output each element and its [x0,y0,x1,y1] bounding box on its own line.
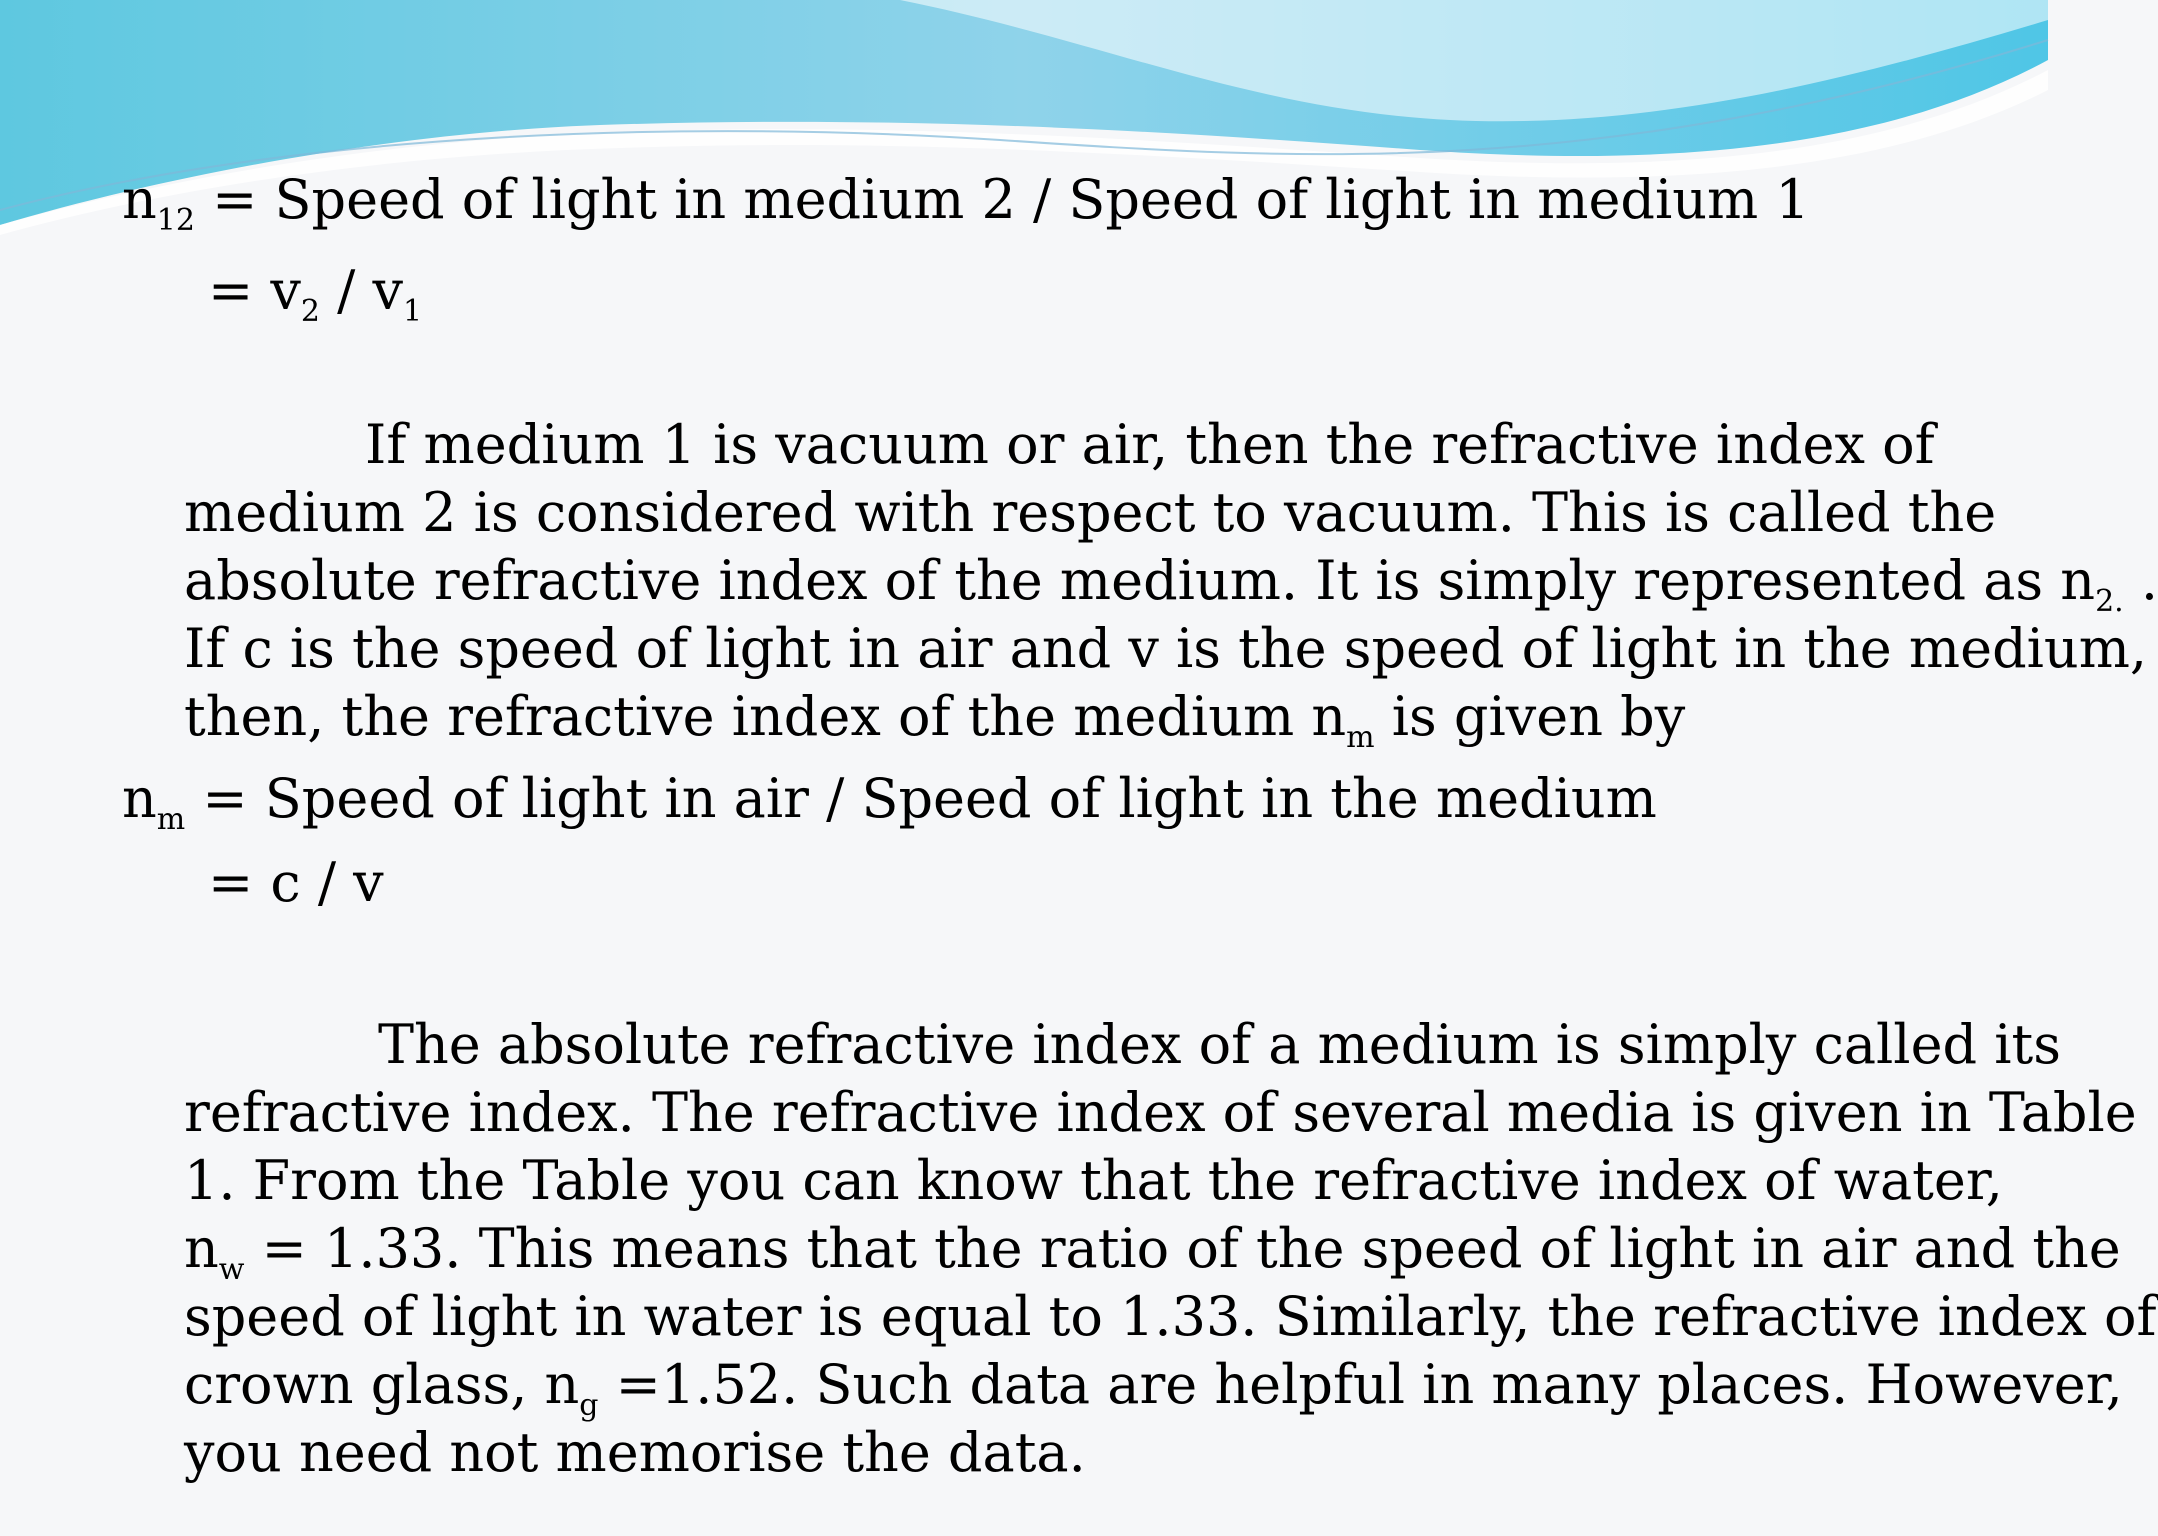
formula1-line2: = $v_2 / v_1$ [208,259,423,329]
formula2-line1: $n_m$ = Speed of light in air / Speed of light in the medium [122,767,1657,837]
paragraph2-line3: 1. From the Table you can know that the refractive index of water, [184,1149,2003,1212]
paragraph1-line1: If medium 1 is vacuum or air, then the refractive index of [365,413,1935,476]
paragraph1-line5: then, the refractive index of the medium $n_m$ is given by [184,685,1686,755]
formula1-line1: $n_{12}$ = Speed of light in medium 2 / Speed of light in medium 1 [122,168,1810,238]
paragraph2-line7: you need not memorise the data. [184,1421,1086,1484]
paragraph1-line2: medium 2 is considered with respect to vacuum. This is called the [184,481,1997,544]
paragraph2-line6: crown glass, $n_g =1.52$. Such data are helpful in many places. However, [184,1353,2123,1423]
paragraph1-line3: absolute refractive index of the medium. It is simply represented as $n_{2.}$ . [184,549,2158,619]
paragraph2-line1: The absolute refractive index of a medium is simply called its [378,1013,2061,1076]
paragraph2-line5: speed of light in water is equal to 1.33. Similarly, the refractive index of [184,1285,2157,1348]
paragraph1-line4: If c is the speed of light in air and v is the speed of light in the medium, [184,617,2148,680]
formula2-line2: = c / v [208,851,384,914]
paragraph2-line2: refractive index. The refractive index of several media is given in Table [184,1081,2137,1144]
paragraph2-line4: $n_w = 1.33$. This means that the ratio of the speed of light in air and the [184,1217,2121,1287]
